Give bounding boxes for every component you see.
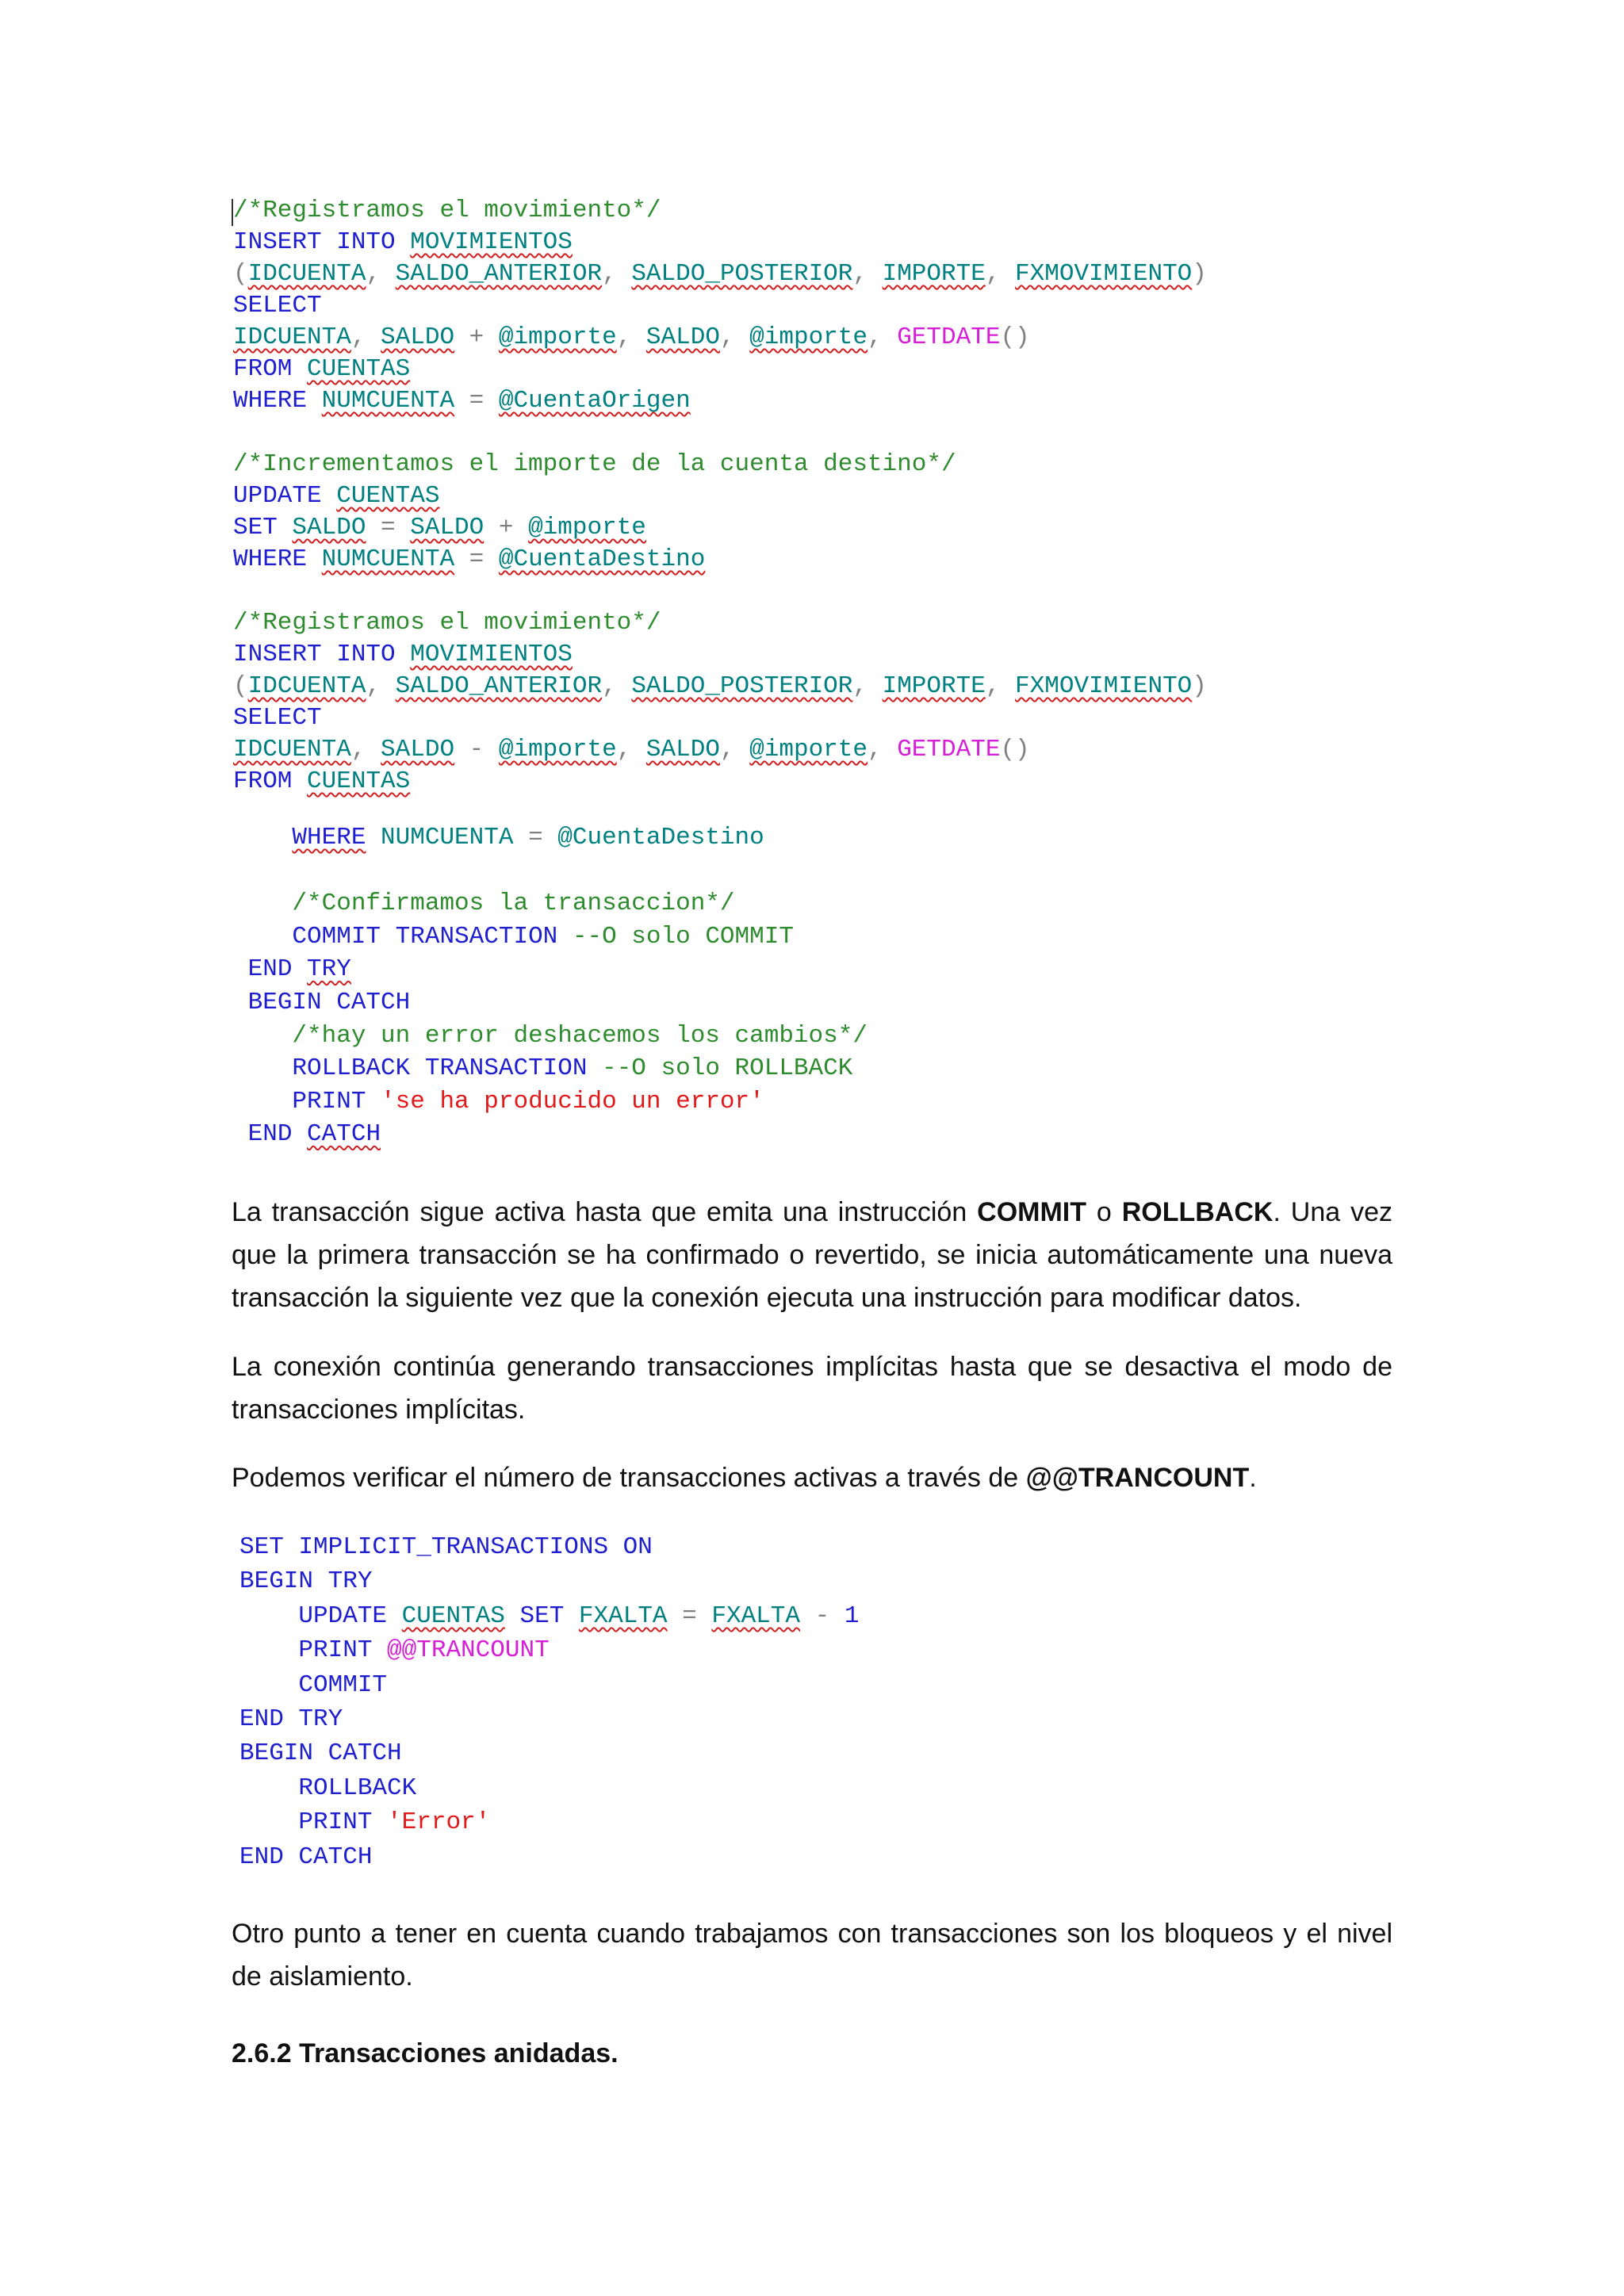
system-function: @@TRANCOUNT bbox=[387, 1636, 550, 1665]
identifier: FXMOVIMIENTO bbox=[1015, 260, 1193, 288]
identifier: SALDO bbox=[645, 736, 720, 763]
paragraph-text: o bbox=[1086, 1197, 1122, 1227]
paragraph bbox=[232, 1456, 1392, 1499]
code-line: WHERE NUMCUENTA = @CuentaDestino bbox=[233, 545, 706, 573]
paragraph-text: Podemos verificar el número de transacciones activas a través de bbox=[232, 1463, 1026, 1493]
identifier: SALDO bbox=[410, 514, 485, 541]
paragraph-text: . Una vez que la primera transacción se ha confirmado o revertido, se inicia automáticamente una nueva transacción la siguiente vez que la conexión ejecuta una instrucción para modificar datos. bbox=[232, 1197, 1392, 1313]
keyword: WHERE bbox=[233, 387, 308, 415]
code-line: IDCUENTA, SALDO + @importe, SALDO, @importe, GETDATE() bbox=[233, 323, 1030, 351]
code-line bbox=[239, 1736, 859, 1770]
code-comment: /*Registramos el movimiento*/ bbox=[233, 609, 661, 637]
identifier: SALDO bbox=[381, 736, 455, 763]
variable: @CuentaDestino bbox=[557, 824, 764, 851]
code-comment: /*hay un error deshacemos los cambios*/ bbox=[292, 1021, 868, 1050]
code-line bbox=[233, 1020, 868, 1053]
code-line bbox=[239, 1564, 859, 1598]
keyword: END CATCH bbox=[239, 1843, 373, 1871]
code-line bbox=[233, 887, 868, 920]
identifier: CUENTAS bbox=[307, 767, 411, 795]
code-line bbox=[233, 953, 868, 986]
keyword: PRINT bbox=[298, 1808, 373, 1837]
keyword: PRINT bbox=[298, 1636, 373, 1665]
code-line bbox=[233, 480, 1207, 512]
identifier: NUMCUENTA bbox=[321, 387, 455, 415]
code-line bbox=[233, 920, 868, 954]
keyword: INSERT INTO bbox=[233, 228, 396, 256]
keyword: END bbox=[247, 1120, 293, 1149]
keyword: CATCH bbox=[307, 1120, 381, 1149]
keyword: INSERT INTO bbox=[233, 641, 396, 668]
code-line bbox=[233, 766, 1207, 798]
identifier: FXALTA bbox=[711, 1601, 800, 1630]
identifier: NUMCUENTA bbox=[381, 824, 514, 851]
keyword: TRY bbox=[307, 955, 351, 984]
function: GETDATE bbox=[897, 736, 1001, 763]
identifier: FXALTA bbox=[578, 1601, 668, 1630]
code-line bbox=[233, 449, 1207, 480]
identifier: CUENTAS bbox=[401, 1601, 505, 1630]
keyword: WHERE bbox=[292, 824, 366, 851]
paragraph-text: La transacción sigue activa hasta que emita una instrucción bbox=[232, 1197, 978, 1227]
identifier: SALDO bbox=[292, 514, 366, 541]
code-comment: /*Registramos el movimiento*/ bbox=[233, 197, 661, 224]
paragraph-text: . bbox=[1249, 1463, 1257, 1493]
keyword: UPDATE bbox=[298, 1601, 388, 1630]
keyword: COMMIT TRANSACTION bbox=[292, 922, 558, 951]
variable: @importe bbox=[749, 323, 868, 351]
keyword: PRINT bbox=[292, 1087, 366, 1115]
code-block-commit-rollback bbox=[233, 821, 868, 1151]
code-line: (IDCUENTA, SALDO_ANTERIOR, SALDO_POSTERIOR, IMPORTE, FXMOVIMIENTO) bbox=[233, 260, 1207, 288]
variable: @CuentaOrigen bbox=[498, 387, 691, 415]
code-block-implicit-transactions bbox=[239, 1530, 859, 1874]
identifier: CUENTAS bbox=[307, 355, 411, 383]
keyword: UPDATE bbox=[233, 482, 322, 510]
keyword: END TRY bbox=[239, 1705, 343, 1734]
identifier: MOVIMIENTOS bbox=[410, 641, 573, 668]
code-line bbox=[239, 1840, 859, 1874]
code-line: (IDCUENTA, SALDO_ANTERIOR, SALDO_POSTERIOR, IMPORTE, FXMOVIMIENTO) bbox=[233, 672, 1207, 700]
keyword: SET IMPLICIT_TRANSACTIONS ON bbox=[239, 1533, 653, 1561]
keyword: BEGIN CATCH bbox=[247, 988, 411, 1016]
variable: @importe bbox=[749, 736, 868, 763]
function: GETDATE bbox=[897, 323, 1001, 351]
identifier: IDCUENTA bbox=[247, 672, 366, 700]
keyword: FROM bbox=[233, 767, 293, 795]
identifier: SALDO bbox=[381, 323, 455, 351]
keyword: ROLLBACK bbox=[298, 1774, 417, 1802]
keyword: WHERE bbox=[233, 545, 308, 573]
code-line bbox=[233, 607, 1207, 639]
code-line bbox=[233, 639, 1207, 671]
code-line: WHERE NUMCUENTA = @CuentaOrigen bbox=[233, 387, 691, 415]
code-line: UPDATE CUENTAS SET FXALTA = FXALTA - 1 bbox=[298, 1601, 860, 1630]
code-block-insert-update bbox=[233, 195, 1207, 798]
variable: @importe bbox=[498, 736, 617, 763]
identifier: NUMCUENTA bbox=[321, 545, 455, 573]
code-line bbox=[239, 1805, 859, 1839]
keyword: SET bbox=[233, 514, 278, 541]
code-line bbox=[233, 702, 1207, 734]
code-comment: --O solo ROLLBACK bbox=[602, 1054, 853, 1083]
code-line bbox=[233, 227, 1207, 258]
keyword: BEGIN CATCH bbox=[239, 1739, 402, 1768]
paragraph: Otro punto a tener en cuenta cuando trabajamos con transacciones son los bloqueos y el nivel de aislamiento. bbox=[232, 1919, 1392, 1992]
code-comment: /*Confirmamos la transaccion*/ bbox=[292, 890, 735, 918]
code-line: SET SALDO = SALDO + @importe bbox=[233, 514, 646, 541]
keyword: FROM bbox=[233, 355, 293, 383]
code-line bbox=[233, 195, 1207, 227]
code-line: IDCUENTA, SALDO - @importe, SALDO, @importe, GETDATE() bbox=[233, 736, 1030, 763]
string-literal: 'se ha producido un error' bbox=[381, 1087, 764, 1115]
code-line bbox=[233, 1085, 868, 1119]
identifier: IDCUENTA bbox=[233, 323, 351, 351]
code-line: WHERE NUMCUENTA = @CuentaDestino bbox=[292, 824, 764, 851]
identifier: IDCUENTA bbox=[233, 736, 351, 763]
identifier: SALDO_POSTERIOR bbox=[631, 672, 853, 700]
identifier: SALDO_POSTERIOR bbox=[631, 260, 853, 288]
identifier: CUENTAS bbox=[336, 482, 440, 510]
code-line bbox=[233, 1052, 868, 1085]
identifier: IDCUENTA bbox=[247, 260, 366, 288]
keyword: SET bbox=[519, 1601, 565, 1630]
identifier: IMPORTE bbox=[882, 672, 986, 700]
code-comment: /*Incrementamos el importe de la cuenta destino*/ bbox=[233, 450, 956, 478]
identifier: FXMOVIMIENTO bbox=[1015, 672, 1193, 700]
keyword: SELECT bbox=[233, 292, 322, 320]
code-line bbox=[239, 1702, 859, 1736]
code-line bbox=[239, 1530, 859, 1564]
variable: @importe bbox=[528, 514, 646, 541]
code-line bbox=[239, 1633, 859, 1667]
code-line bbox=[233, 290, 1207, 322]
bold-text: ROLLBACK bbox=[1121, 1197, 1274, 1227]
identifier: SALDO_ANTERIOR bbox=[395, 672, 603, 700]
code-line bbox=[233, 1118, 868, 1151]
string-literal: 'Error' bbox=[387, 1808, 491, 1837]
keyword: SELECT bbox=[233, 704, 322, 732]
variable: @importe bbox=[498, 323, 617, 351]
operator: = bbox=[682, 1601, 697, 1630]
identifier: SALDO_ANTERIOR bbox=[395, 260, 603, 288]
code-line bbox=[239, 1771, 859, 1805]
paragraph: La conexión continúa generando transacciones implícitas hasta que se desactiva el modo de transacciones implícitas. bbox=[232, 1352, 1392, 1425]
bold-text: COMMIT bbox=[977, 1197, 1086, 1227]
identifier: MOVIMIENTOS bbox=[410, 228, 573, 256]
code-line bbox=[233, 986, 868, 1020]
paragraph bbox=[232, 1191, 1392, 1319]
number-literal: 1 bbox=[844, 1601, 860, 1630]
keyword: BEGIN TRY bbox=[239, 1567, 373, 1596]
code-comment: --O solo COMMIT bbox=[572, 922, 794, 951]
keyword: END bbox=[247, 955, 293, 984]
code-line bbox=[239, 1668, 859, 1702]
bold-text: @@TRANCOUNT bbox=[1025, 1463, 1250, 1493]
code-line bbox=[233, 354, 1207, 385]
identifier: SALDO bbox=[645, 323, 720, 351]
variable: @CuentaDestino bbox=[498, 545, 706, 573]
identifier: IMPORTE bbox=[882, 260, 986, 288]
keyword: COMMIT bbox=[298, 1670, 388, 1699]
keyword: ROLLBACK TRANSACTION bbox=[292, 1054, 588, 1083]
section-heading: 2.6.2 Transacciones anidadas. bbox=[232, 2038, 619, 2068]
